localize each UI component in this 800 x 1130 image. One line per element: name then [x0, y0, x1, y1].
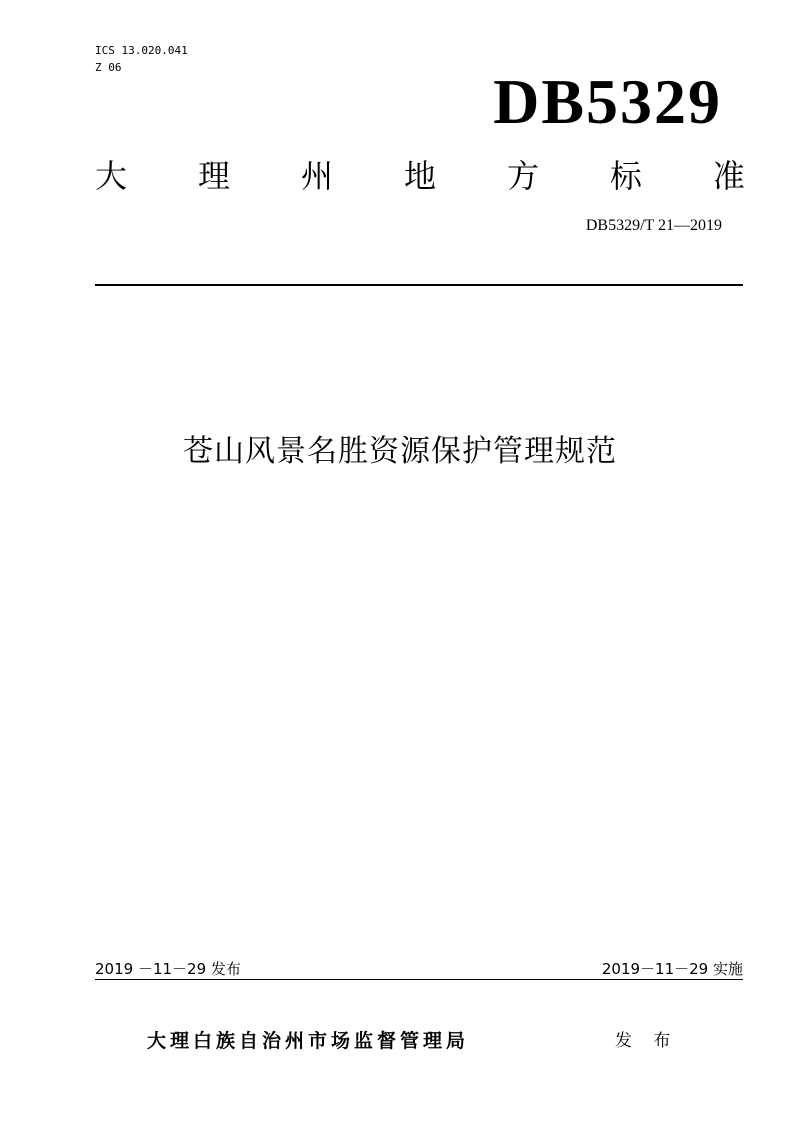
- date-line: [95, 958, 743, 980]
- document-title: 苍山风景名胜资源保护管理规范: [183, 434, 617, 469]
- standard-type-char: 理: [197, 157, 230, 195]
- standard-type-char: 地: [403, 157, 436, 195]
- standard-type-char: 方: [506, 157, 539, 195]
- bottom-divider: [95, 979, 743, 980]
- standard-code-logo: DB5329: [493, 66, 722, 137]
- publisher-name: 大理白族自治州市场监督管理局: [147, 1030, 470, 1052]
- top-divider: [95, 284, 743, 286]
- classification-codes: [95, 42, 188, 76]
- standard-type-char: 标: [609, 157, 642, 195]
- standard-type-char: 州: [300, 157, 333, 195]
- standard-type-heading: [95, 152, 745, 200]
- issue-date: 2019 －11－29 发布: [95, 960, 241, 978]
- ics-code: ICS 13.020.041: [95, 44, 188, 57]
- standard-number: DB5329/T 21—2019: [585, 217, 722, 234]
- implementation-date: 2019－11－29 实施: [601, 960, 743, 978]
- standard-type-char: 大: [95, 157, 128, 195]
- standard-type-char: 准: [712, 157, 745, 195]
- publish-label: 发 布: [615, 1031, 679, 1051]
- ccs-code: Z 06: [95, 61, 122, 74]
